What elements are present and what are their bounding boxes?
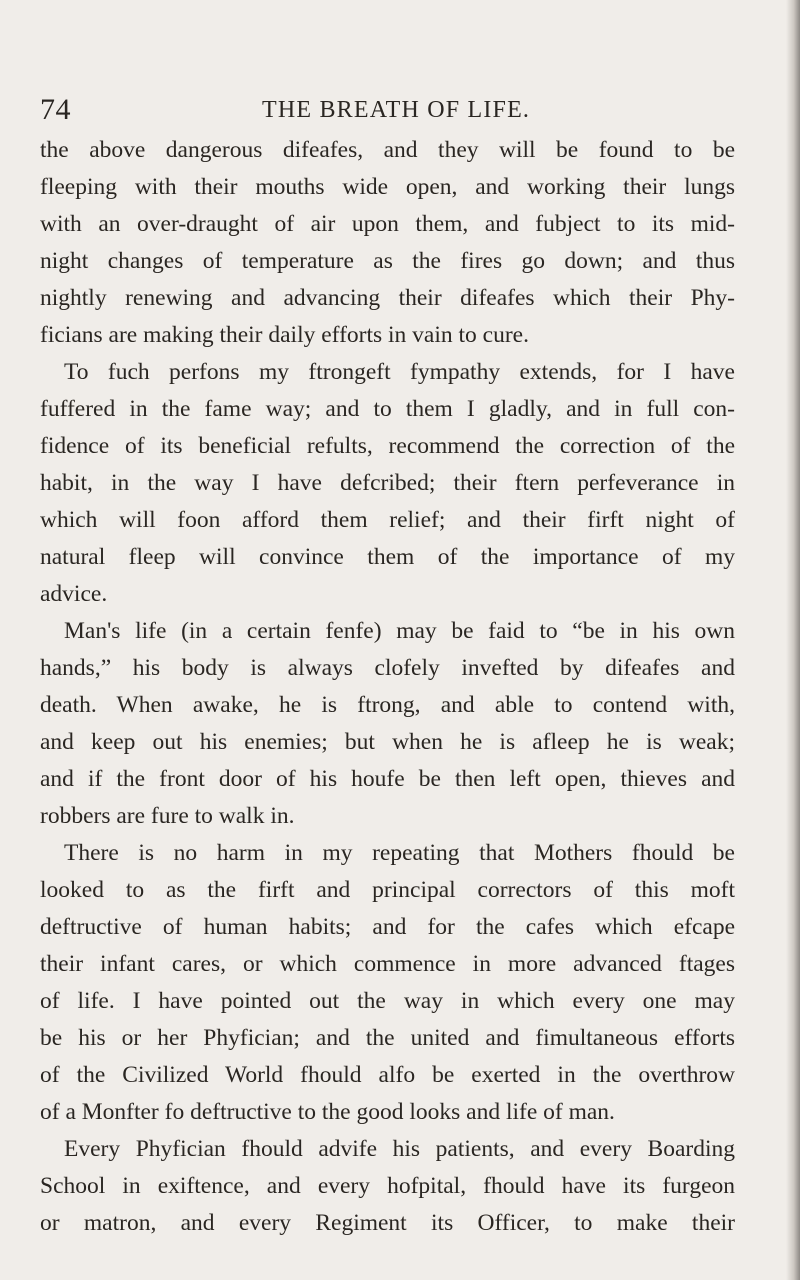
text-line: deftructive of human habits; and for the cafes which efcape	[40, 914, 735, 940]
text-line: Man's life (in a certain fenfe) may be faid to “be in his own	[64, 618, 735, 644]
text-line: robbers are fure to walk in.	[40, 803, 295, 829]
text-line: of life. I have pointed out the way in which every one may	[40, 988, 735, 1014]
text-line: and keep out his enemies; but when he is afleep he is weak;	[40, 729, 735, 755]
page-header	[40, 90, 780, 130]
text-line: the above dangerous difeafes, and they will be found to be	[40, 137, 735, 163]
text-line: hands,” his body is always clofely invefted by difeafes and	[40, 655, 735, 681]
body-text	[40, 132, 735, 1242]
text-line: looked to as the firft and principal correctors of this moft	[40, 877, 735, 903]
running-head: THE BREATH OF LIFE.	[262, 97, 531, 123]
text-line: advice.	[40, 581, 108, 607]
text-line: death. When awake, he is ftrong, and able to contend with,	[40, 692, 735, 718]
text-line: be his or her Phyfician; and the united and fimultaneous efforts	[40, 1025, 735, 1051]
text-line: and if the front door of his houfe be then left open, thieves and	[40, 766, 735, 792]
text-line: or matron, and every Regiment its Officer, to make their	[40, 1210, 735, 1236]
text-line: To fuch perfons my ftrongeft fympathy extends, for I have	[64, 359, 735, 385]
text-line: their infant cares, or which commence in more advanced ftages	[40, 951, 735, 977]
text-line: habit, in the way I have defcribed; their ftern perfeverance in	[40, 470, 735, 496]
text-line: fidence of its beneficial refults, recommend the correction of the	[40, 433, 735, 459]
text-line: which will foon afford them relief; and their firft night of	[40, 507, 735, 533]
text-line: There is no harm in my repeating that Mothers fhould be	[64, 840, 735, 866]
text-line: of a Monfter fo deftructive to the good looks and life of man.	[40, 1099, 615, 1125]
text-line: fleeping with their mouths wide open, and working their lungs	[40, 174, 735, 200]
text-line: ficians are making their daily efforts in vain to cure.	[40, 322, 529, 348]
page-number: 74	[40, 93, 71, 126]
text-line: with an over-draught of air upon them, and fubject to its mid-	[40, 211, 735, 237]
text-line: School in exiftence, and every hofpital, fhould have its furgeon	[40, 1173, 735, 1199]
text-line: Every Phyfician fhould advife his patients, and every Boarding	[64, 1136, 735, 1162]
text-line: natural fleep will convince them of the importance of my	[40, 544, 735, 570]
text-line: of the Civilized World fhould alfo be exerted in the overthrow	[40, 1062, 735, 1088]
page-edge-shadow	[786, 0, 800, 1280]
text-line: fuffered in the fame way; and to them I gladly, and in full con-	[40, 396, 735, 422]
text-line: nightly renewing and advancing their difeafes which their Phy-	[40, 285, 735, 311]
text-line: night changes of temperature as the fires go down; and thus	[40, 248, 735, 274]
